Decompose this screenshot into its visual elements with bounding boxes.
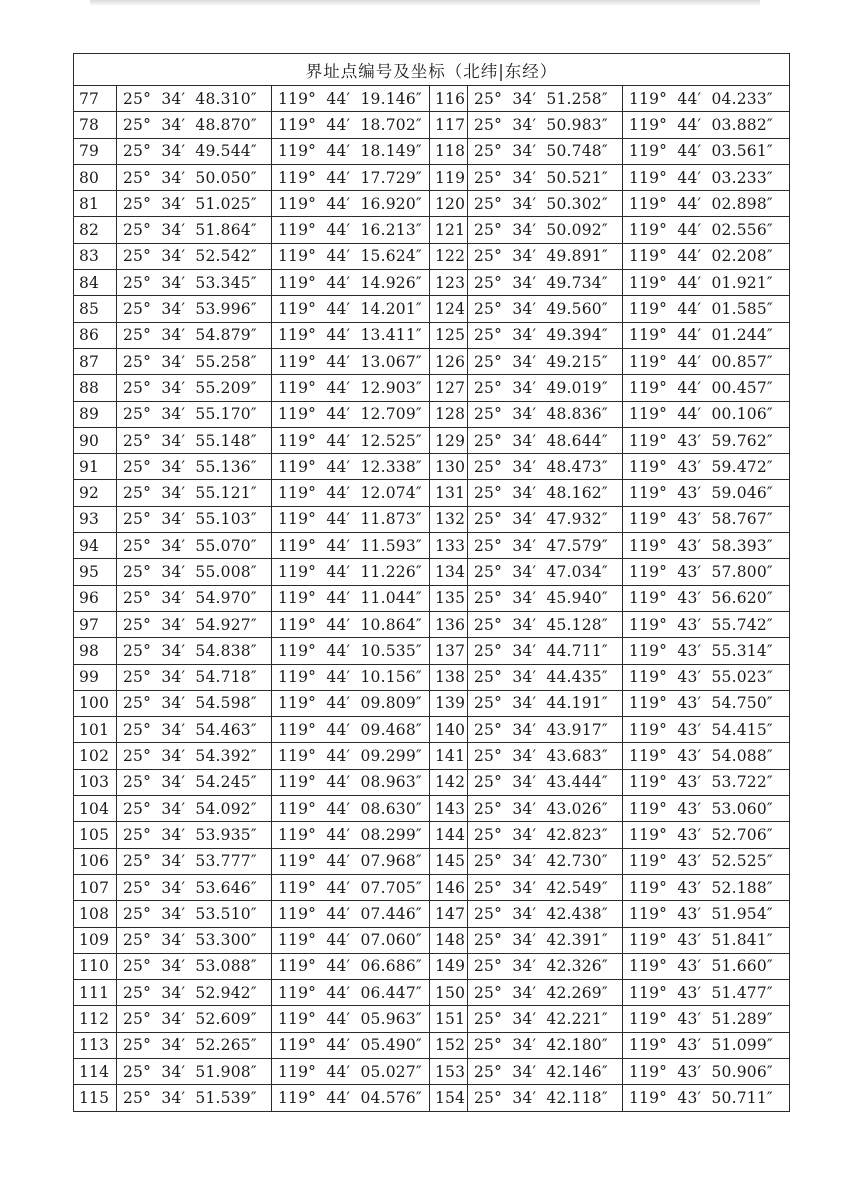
- longitude-cell: 119° 44′ 09.299″: [272, 743, 430, 769]
- longitude-cell: 119° 44′ 01.921″: [623, 270, 790, 296]
- point-number: 94: [74, 533, 117, 559]
- point-number: 115: [74, 1085, 117, 1111]
- point-number: 109: [74, 927, 117, 953]
- point-number: 106: [74, 848, 117, 874]
- table-row: [74, 86, 790, 112]
- table-row: [74, 927, 790, 953]
- point-number: 96: [74, 585, 117, 611]
- latitude-cell: 25° 34′ 44.711″: [468, 638, 623, 664]
- point-number: 140: [430, 717, 468, 743]
- point-number: 127: [430, 375, 468, 401]
- latitude-cell: 25° 34′ 50.521″: [468, 164, 623, 190]
- point-number: 124: [430, 296, 468, 322]
- table-row: [74, 1006, 790, 1032]
- longitude-cell: 119° 43′ 51.660″: [623, 953, 790, 979]
- latitude-cell: 25° 34′ 49.734″: [468, 270, 623, 296]
- longitude-cell: 119° 44′ 12.338″: [272, 454, 430, 480]
- longitude-cell: 119° 44′ 05.027″: [272, 1058, 430, 1084]
- longitude-cell: 119° 44′ 12.074″: [272, 480, 430, 506]
- latitude-cell: 25° 34′ 52.942″: [117, 980, 272, 1006]
- latitude-cell: 25° 34′ 54.838″: [117, 638, 272, 664]
- latitude-cell: 25° 34′ 54.092″: [117, 796, 272, 822]
- longitude-cell: 119° 43′ 53.722″: [623, 769, 790, 795]
- latitude-cell: 25° 34′ 54.879″: [117, 322, 272, 348]
- latitude-cell: 25° 34′ 55.121″: [117, 480, 272, 506]
- latitude-cell: 25° 34′ 51.864″: [117, 217, 272, 243]
- point-number: 123: [430, 270, 468, 296]
- latitude-cell: 25° 34′ 44.191″: [468, 690, 623, 716]
- longitude-cell: 119° 44′ 05.963″: [272, 1006, 430, 1032]
- longitude-cell: 119° 44′ 18.149″: [272, 138, 430, 164]
- longitude-cell: 119° 44′ 00.106″: [623, 401, 790, 427]
- point-number: 118: [430, 138, 468, 164]
- longitude-cell: 119° 44′ 11.873″: [272, 506, 430, 532]
- table-row: [74, 401, 790, 427]
- latitude-cell: 25° 34′ 49.215″: [468, 348, 623, 374]
- point-number: 154: [430, 1085, 468, 1111]
- longitude-cell: 119° 44′ 10.535″: [272, 638, 430, 664]
- point-number: 82: [74, 217, 117, 243]
- longitude-cell: 119° 43′ 57.800″: [623, 559, 790, 585]
- point-number: 129: [430, 427, 468, 453]
- point-number: 138: [430, 664, 468, 690]
- point-number: 149: [430, 953, 468, 979]
- table-title: 界址点编号及坐标（北纬|东经）: [74, 54, 790, 86]
- longitude-cell: 119° 44′ 08.299″: [272, 822, 430, 848]
- latitude-cell: 25° 34′ 48.836″: [468, 401, 623, 427]
- point-number: 131: [430, 480, 468, 506]
- longitude-cell: 119° 44′ 13.411″: [272, 322, 430, 348]
- point-number: 90: [74, 427, 117, 453]
- point-number: 83: [74, 243, 117, 269]
- longitude-cell: 119° 44′ 07.060″: [272, 927, 430, 953]
- longitude-cell: 119° 44′ 05.490″: [272, 1032, 430, 1058]
- point-number: 77: [74, 86, 117, 112]
- point-number: 146: [430, 874, 468, 900]
- latitude-cell: 25° 34′ 42.549″: [468, 874, 623, 900]
- latitude-cell: 25° 34′ 55.136″: [117, 454, 272, 480]
- table-row: [74, 611, 790, 637]
- longitude-cell: 119° 44′ 19.146″: [272, 86, 430, 112]
- longitude-cell: 119° 44′ 06.686″: [272, 953, 430, 979]
- table-row: [74, 454, 790, 480]
- latitude-cell: 25° 34′ 42.391″: [468, 927, 623, 953]
- longitude-cell: 119° 43′ 59.762″: [623, 427, 790, 453]
- point-number: 128: [430, 401, 468, 427]
- longitude-cell: 119° 43′ 55.023″: [623, 664, 790, 690]
- latitude-cell: 25° 34′ 55.070″: [117, 533, 272, 559]
- longitude-cell: 119° 44′ 16.920″: [272, 191, 430, 217]
- latitude-cell: 25° 34′ 53.510″: [117, 901, 272, 927]
- point-number: 111: [74, 980, 117, 1006]
- latitude-cell: 25° 34′ 55.008″: [117, 559, 272, 585]
- point-number: 148: [430, 927, 468, 953]
- latitude-cell: 25° 34′ 54.970″: [117, 585, 272, 611]
- longitude-cell: 119° 44′ 09.468″: [272, 717, 430, 743]
- point-number: 99: [74, 664, 117, 690]
- longitude-cell: 119° 43′ 59.046″: [623, 480, 790, 506]
- latitude-cell: 25° 34′ 47.579″: [468, 533, 623, 559]
- scan-edge-shadow: [90, 0, 760, 6]
- latitude-cell: 25° 34′ 53.088″: [117, 953, 272, 979]
- longitude-cell: 119° 44′ 13.067″: [272, 348, 430, 374]
- longitude-cell: 119° 43′ 51.099″: [623, 1032, 790, 1058]
- longitude-cell: 119° 43′ 58.393″: [623, 533, 790, 559]
- point-number: 89: [74, 401, 117, 427]
- table-row: [74, 690, 790, 716]
- latitude-cell: 25° 34′ 55.103″: [117, 506, 272, 532]
- longitude-cell: 119° 44′ 00.857″: [623, 348, 790, 374]
- longitude-cell: 119° 44′ 02.556″: [623, 217, 790, 243]
- longitude-cell: 119° 44′ 01.585″: [623, 296, 790, 322]
- longitude-cell: 119° 44′ 18.702″: [272, 112, 430, 138]
- longitude-cell: 119° 43′ 54.750″: [623, 690, 790, 716]
- longitude-cell: 119° 43′ 54.415″: [623, 717, 790, 743]
- table-row: [74, 769, 790, 795]
- table-row: [74, 480, 790, 506]
- table-row: [74, 164, 790, 190]
- latitude-cell: 25° 34′ 53.996″: [117, 296, 272, 322]
- latitude-cell: 25° 34′ 50.092″: [468, 217, 623, 243]
- point-number: 103: [74, 769, 117, 795]
- table-row: [74, 270, 790, 296]
- latitude-cell: 25° 34′ 53.777″: [117, 848, 272, 874]
- point-number: 135: [430, 585, 468, 611]
- longitude-cell: 119° 44′ 01.244″: [623, 322, 790, 348]
- latitude-cell: 25° 34′ 42.438″: [468, 901, 623, 927]
- longitude-cell: 119° 44′ 17.729″: [272, 164, 430, 190]
- longitude-cell: 119° 43′ 56.620″: [623, 585, 790, 611]
- latitude-cell: 25° 34′ 42.118″: [468, 1085, 623, 1111]
- latitude-cell: 25° 34′ 49.394″: [468, 322, 623, 348]
- longitude-cell: 119° 44′ 14.926″: [272, 270, 430, 296]
- point-number: 86: [74, 322, 117, 348]
- table-body: [74, 86, 790, 1112]
- latitude-cell: 25° 34′ 42.823″: [468, 822, 623, 848]
- latitude-cell: 25° 34′ 48.870″: [117, 112, 272, 138]
- longitude-cell: 119° 44′ 15.624″: [272, 243, 430, 269]
- table-row: [74, 217, 790, 243]
- point-number: 122: [430, 243, 468, 269]
- longitude-cell: 119° 44′ 14.201″: [272, 296, 430, 322]
- latitude-cell: 25° 34′ 53.345″: [117, 270, 272, 296]
- point-number: 110: [74, 953, 117, 979]
- longitude-cell: 119° 43′ 50.906″: [623, 1058, 790, 1084]
- point-number: 92: [74, 480, 117, 506]
- point-number: 141: [430, 743, 468, 769]
- table-row: [74, 743, 790, 769]
- point-number: 145: [430, 848, 468, 874]
- latitude-cell: 25° 34′ 51.025″: [117, 191, 272, 217]
- latitude-cell: 25° 34′ 48.644″: [468, 427, 623, 453]
- latitude-cell: 25° 34′ 50.050″: [117, 164, 272, 190]
- point-number: 102: [74, 743, 117, 769]
- point-number: 120: [430, 191, 468, 217]
- latitude-cell: 25° 34′ 54.927″: [117, 611, 272, 637]
- longitude-cell: 119° 43′ 59.472″: [623, 454, 790, 480]
- longitude-cell: 119° 44′ 12.709″: [272, 401, 430, 427]
- longitude-cell: 119° 43′ 51.289″: [623, 1006, 790, 1032]
- table-row: [74, 848, 790, 874]
- latitude-cell: 25° 34′ 42.269″: [468, 980, 623, 1006]
- point-number: 119: [430, 164, 468, 190]
- latitude-cell: 25° 34′ 53.646″: [117, 874, 272, 900]
- latitude-cell: 25° 34′ 49.891″: [468, 243, 623, 269]
- table-row: [74, 796, 790, 822]
- point-number: 87: [74, 348, 117, 374]
- table-row: [74, 296, 790, 322]
- longitude-cell: 119° 44′ 11.226″: [272, 559, 430, 585]
- table-row: [74, 375, 790, 401]
- table-row: [74, 874, 790, 900]
- longitude-cell: 119° 43′ 58.767″: [623, 506, 790, 532]
- table-row: [74, 980, 790, 1006]
- point-number: 107: [74, 874, 117, 900]
- latitude-cell: 25° 34′ 50.302″: [468, 191, 623, 217]
- point-number: 134: [430, 559, 468, 585]
- latitude-cell: 25° 34′ 47.034″: [468, 559, 623, 585]
- point-number: 100: [74, 690, 117, 716]
- point-number: 97: [74, 611, 117, 637]
- point-number: 78: [74, 112, 117, 138]
- point-number: 153: [430, 1058, 468, 1084]
- latitude-cell: 25° 34′ 47.932″: [468, 506, 623, 532]
- point-number: 126: [430, 348, 468, 374]
- longitude-cell: 119° 43′ 51.841″: [623, 927, 790, 953]
- latitude-cell: 25° 34′ 49.560″: [468, 296, 623, 322]
- table-row: [74, 1058, 790, 1084]
- table-row: [74, 1085, 790, 1111]
- longitude-cell: 119° 43′ 54.088″: [623, 743, 790, 769]
- point-number: 98: [74, 638, 117, 664]
- longitude-cell: 119° 44′ 04.576″: [272, 1085, 430, 1111]
- point-number: 116: [430, 86, 468, 112]
- point-number: 85: [74, 296, 117, 322]
- latitude-cell: 25° 34′ 55.209″: [117, 375, 272, 401]
- point-number: 144: [430, 822, 468, 848]
- point-number: 88: [74, 375, 117, 401]
- longitude-cell: 119° 44′ 06.447″: [272, 980, 430, 1006]
- latitude-cell: 25° 34′ 52.265″: [117, 1032, 272, 1058]
- latitude-cell: 25° 34′ 55.170″: [117, 401, 272, 427]
- longitude-cell: 119° 44′ 00.457″: [623, 375, 790, 401]
- longitude-cell: 119° 44′ 11.593″: [272, 533, 430, 559]
- point-number: 152: [430, 1032, 468, 1058]
- latitude-cell: 25° 34′ 43.683″: [468, 743, 623, 769]
- table-row: [74, 348, 790, 374]
- point-number: 112: [74, 1006, 117, 1032]
- latitude-cell: 25° 34′ 42.180″: [468, 1032, 623, 1058]
- longitude-cell: 119° 44′ 12.525″: [272, 427, 430, 453]
- point-number: 113: [74, 1032, 117, 1058]
- point-number: 137: [430, 638, 468, 664]
- latitude-cell: 25° 34′ 49.019″: [468, 375, 623, 401]
- table-row: [74, 243, 790, 269]
- point-number: 142: [430, 769, 468, 795]
- longitude-cell: 119° 44′ 09.809″: [272, 690, 430, 716]
- longitude-cell: 119° 43′ 52.525″: [623, 848, 790, 874]
- longitude-cell: 119° 44′ 11.044″: [272, 585, 430, 611]
- longitude-cell: 119° 44′ 02.898″: [623, 191, 790, 217]
- latitude-cell: 25° 34′ 53.300″: [117, 927, 272, 953]
- latitude-cell: 25° 34′ 42.730″: [468, 848, 623, 874]
- longitude-cell: 119° 44′ 04.233″: [623, 86, 790, 112]
- table-row: [74, 822, 790, 848]
- latitude-cell: 25° 34′ 52.542″: [117, 243, 272, 269]
- latitude-cell: 25° 34′ 43.444″: [468, 769, 623, 795]
- latitude-cell: 25° 34′ 55.148″: [117, 427, 272, 453]
- latitude-cell: 25° 34′ 54.598″: [117, 690, 272, 716]
- longitude-cell: 119° 44′ 03.882″: [623, 112, 790, 138]
- latitude-cell: 25° 34′ 51.258″: [468, 86, 623, 112]
- latitude-cell: 25° 34′ 51.908″: [117, 1058, 272, 1084]
- table-row: [74, 638, 790, 664]
- latitude-cell: 25° 34′ 42.221″: [468, 1006, 623, 1032]
- latitude-cell: 25° 34′ 50.983″: [468, 112, 623, 138]
- table-row: [74, 953, 790, 979]
- latitude-cell: 25° 34′ 51.539″: [117, 1085, 272, 1111]
- point-number: 151: [430, 1006, 468, 1032]
- point-number: 108: [74, 901, 117, 927]
- table-row: [74, 901, 790, 927]
- latitude-cell: 25° 34′ 42.146″: [468, 1058, 623, 1084]
- latitude-cell: 25° 34′ 54.392″: [117, 743, 272, 769]
- point-number: 80: [74, 164, 117, 190]
- point-number: 117: [430, 112, 468, 138]
- point-number: 79: [74, 138, 117, 164]
- table-row: [74, 1032, 790, 1058]
- point-number: 104: [74, 796, 117, 822]
- boundary-coordinates-table: [73, 53, 790, 1112]
- point-number: 114: [74, 1058, 117, 1084]
- longitude-cell: 119° 44′ 02.208″: [623, 243, 790, 269]
- longitude-cell: 119° 44′ 10.156″: [272, 664, 430, 690]
- latitude-cell: 25° 34′ 42.326″: [468, 953, 623, 979]
- latitude-cell: 25° 34′ 48.473″: [468, 454, 623, 480]
- longitude-cell: 119° 43′ 55.314″: [623, 638, 790, 664]
- longitude-cell: 119° 44′ 03.561″: [623, 138, 790, 164]
- table-row: [74, 664, 790, 690]
- longitude-cell: 119° 43′ 51.954″: [623, 901, 790, 927]
- longitude-cell: 119° 44′ 07.968″: [272, 848, 430, 874]
- longitude-cell: 119° 44′ 16.213″: [272, 217, 430, 243]
- longitude-cell: 119° 44′ 07.446″: [272, 901, 430, 927]
- point-number: 133: [430, 533, 468, 559]
- latitude-cell: 25° 34′ 54.463″: [117, 717, 272, 743]
- longitude-cell: 119° 43′ 50.711″: [623, 1085, 790, 1111]
- longitude-cell: 119° 43′ 51.477″: [623, 980, 790, 1006]
- latitude-cell: 25° 34′ 53.935″: [117, 822, 272, 848]
- point-number: 95: [74, 559, 117, 585]
- table-row: [74, 585, 790, 611]
- latitude-cell: 25° 34′ 52.609″: [117, 1006, 272, 1032]
- latitude-cell: 25° 34′ 54.718″: [117, 664, 272, 690]
- longitude-cell: 119° 43′ 53.060″: [623, 796, 790, 822]
- latitude-cell: 25° 34′ 45.128″: [468, 611, 623, 637]
- point-number: 150: [430, 980, 468, 1006]
- latitude-cell: 25° 34′ 45.940″: [468, 585, 623, 611]
- latitude-cell: 25° 34′ 50.748″: [468, 138, 623, 164]
- point-number: 105: [74, 822, 117, 848]
- longitude-cell: 119° 43′ 55.742″: [623, 611, 790, 637]
- table-row: [74, 112, 790, 138]
- longitude-cell: 119° 44′ 12.903″: [272, 375, 430, 401]
- longitude-cell: 119° 44′ 10.864″: [272, 611, 430, 637]
- table-header-row: [74, 54, 790, 86]
- longitude-cell: 119° 44′ 08.630″: [272, 796, 430, 822]
- longitude-cell: 119° 44′ 08.963″: [272, 769, 430, 795]
- point-number: 143: [430, 796, 468, 822]
- latitude-cell: 25° 34′ 54.245″: [117, 769, 272, 795]
- latitude-cell: 25° 34′ 43.917″: [468, 717, 623, 743]
- latitude-cell: 25° 34′ 48.162″: [468, 480, 623, 506]
- table-row: [74, 191, 790, 217]
- table-row: [74, 559, 790, 585]
- table-row: [74, 506, 790, 532]
- point-number: 132: [430, 506, 468, 532]
- latitude-cell: 25° 34′ 43.026″: [468, 796, 623, 822]
- point-number: 130: [430, 454, 468, 480]
- point-number: 121: [430, 217, 468, 243]
- latitude-cell: 25° 34′ 44.435″: [468, 664, 623, 690]
- point-number: 147: [430, 901, 468, 927]
- longitude-cell: 119° 44′ 07.705″: [272, 874, 430, 900]
- point-number: 81: [74, 191, 117, 217]
- point-number: 101: [74, 717, 117, 743]
- point-number: 93: [74, 506, 117, 532]
- table-row: [74, 533, 790, 559]
- point-number: 91: [74, 454, 117, 480]
- latitude-cell: 25° 34′ 48.310″: [117, 86, 272, 112]
- point-number: 139: [430, 690, 468, 716]
- table-row: [74, 138, 790, 164]
- point-number: 84: [74, 270, 117, 296]
- longitude-cell: 119° 43′ 52.706″: [623, 822, 790, 848]
- table-row: [74, 322, 790, 348]
- latitude-cell: 25° 34′ 55.258″: [117, 348, 272, 374]
- latitude-cell: 25° 34′ 49.544″: [117, 138, 272, 164]
- point-number: 136: [430, 611, 468, 637]
- longitude-cell: 119° 44′ 03.233″: [623, 164, 790, 190]
- point-number: 125: [430, 322, 468, 348]
- table-row: [74, 427, 790, 453]
- longitude-cell: 119° 43′ 52.188″: [623, 874, 790, 900]
- table-row: [74, 717, 790, 743]
